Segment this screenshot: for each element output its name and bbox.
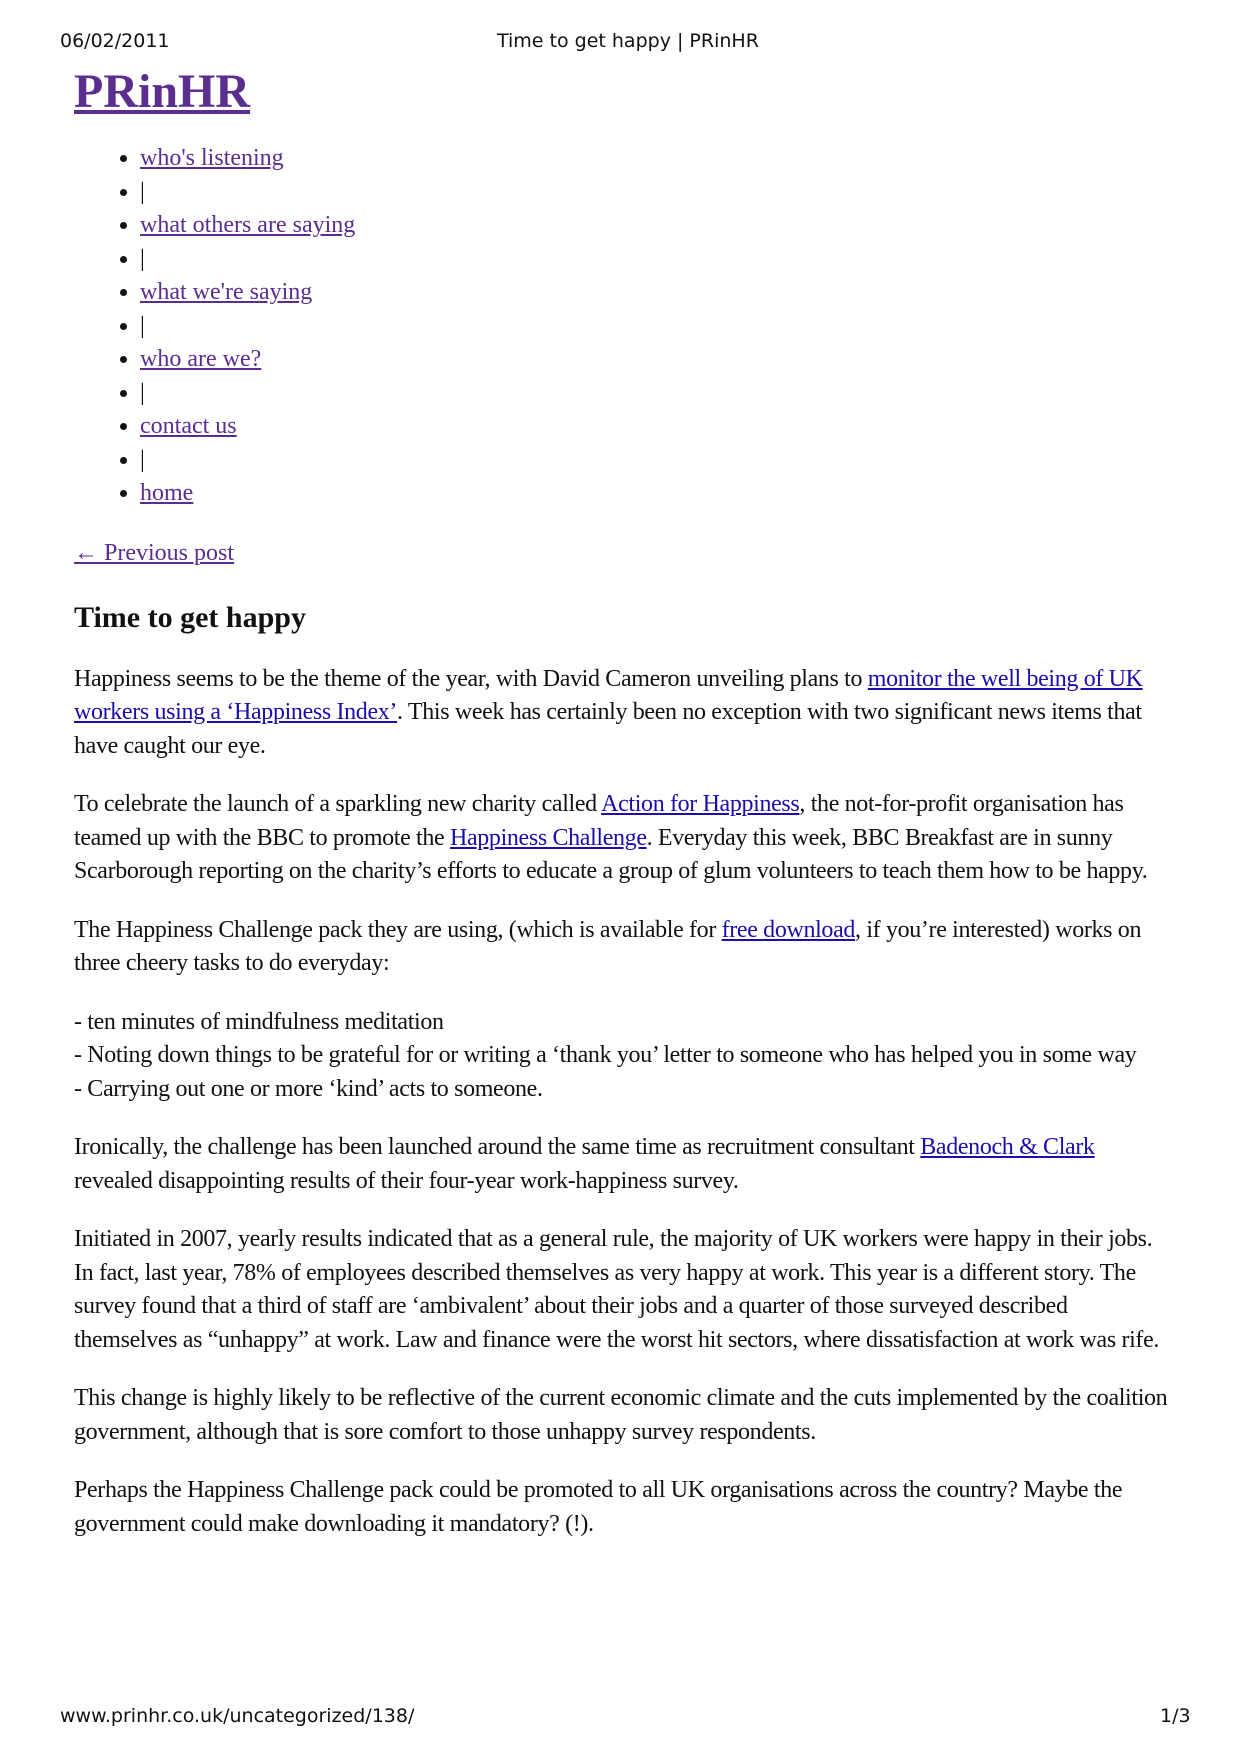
paragraph-text: . Everyday this week, BBC Breakfast are in sunny Scarborough reporting on the charity’s efforts to educate a group of glum volunteers to teach them how to be happy.: [74, 824, 1148, 884]
nav-item: [140, 142, 1174, 176]
paragraph-text: The Happiness Challenge pack they are using, (which is available for: [74, 916, 722, 943]
post-paragraph: [74, 788, 1174, 889]
nav-link-whos-listening[interactable]: who's listening: [140, 145, 284, 171]
post-paragraph: Perhaps the Happiness Challenge pack could be promoted to all UK organisations across the country? Maybe the government could make downloading it mandatory? (!).: [74, 1477, 1123, 1537]
print-url: www.prinhr.co.uk/uncategorized/138/: [60, 1705, 415, 1727]
nav-item: [140, 343, 1174, 377]
site-title-link[interactable]: PRinHR: [74, 65, 251, 118]
nav-separator: [140, 243, 1174, 277]
happiness-index-link[interactable]: monitor the well being of UK workers using a ‘Happiness Index’: [74, 665, 1143, 725]
post-article: [74, 598, 1174, 1542]
nav-separator-text: |: [140, 312, 145, 339]
nav-item: [140, 477, 1174, 511]
nav-separator: [140, 176, 1174, 210]
post-paragraph: [74, 914, 1174, 981]
nav-link-who-are-we[interactable]: who are we?: [140, 346, 262, 372]
paragraph-text: To celebrate the launch of a sparkling new charity called: [74, 791, 602, 817]
free-download-link[interactable]: free download: [721, 916, 856, 943]
print-date: 06/02/2011: [60, 30, 170, 52]
page-content: [74, 58, 1174, 1541]
nav-link-what-others-are-saying[interactable]: what others are saying: [140, 212, 356, 238]
post-title: Time to get happy: [74, 600, 306, 634]
nav-separator-text: |: [140, 379, 145, 406]
nav-separator: [140, 444, 1174, 478]
paragraph-text: , if you’re interested) works on three cheery tasks to do everyday:: [74, 916, 1142, 976]
badenoch-clark-link[interactable]: Badenoch & Clark: [920, 1134, 1095, 1160]
nav-link-home[interactable]: home: [140, 480, 194, 506]
nav-separator: [140, 377, 1174, 411]
paragraph-text: , the not-for-profit organisation has teamed up with the BBC to promote the: [74, 791, 1124, 851]
action-for-happiness-link[interactable]: Action for Happiness: [601, 791, 800, 817]
nav-item: [140, 209, 1174, 243]
nav-separator-text: |: [140, 245, 145, 272]
task-item: - Noting down things to be grateful for or writing a ‘thank you’ letter to someone who has helped you in some way: [74, 1042, 1137, 1068]
post-paragraph: [74, 1131, 1174, 1198]
paragraph-text: . This week has certainly been no exception with two significant news items that have caught our eye.: [74, 699, 1142, 759]
print-page-number: 1/3: [1160, 1705, 1191, 1727]
task-item: - ten minutes of mindfulness meditation: [74, 1008, 444, 1035]
task-item: - Carrying out one or more ‘kind’ acts to someone.: [74, 1075, 543, 1102]
nav-item: [140, 276, 1174, 310]
nav-item: [140, 410, 1174, 444]
nav-separator-text: |: [140, 178, 145, 205]
previous-post-link[interactable]: ← Previous post: [74, 539, 235, 566]
task-list: [74, 1006, 1174, 1107]
paragraph-text: revealed disappointing results of their four-year work-happiness survey.: [74, 1167, 739, 1194]
print-page-title: Time to get happy | PRinHR: [497, 30, 759, 52]
nav-link-what-were-saying[interactable]: what we're saying: [140, 279, 313, 305]
nav-separator: [140, 310, 1174, 344]
paragraph-text: Happiness seems to be the theme of the year, with David Cameron unveiling plans to: [74, 665, 868, 692]
post-paragraph: This change is highly likely to be reflective of the current economic climate and the cuts implemented by the coalition government, although that is sore comfort to those unhappy survey respondents.: [74, 1385, 1168, 1445]
happiness-challenge-link[interactable]: Happiness Challenge: [449, 824, 647, 851]
nav-link-contact-us[interactable]: contact us: [140, 413, 237, 439]
main-nav: [74, 142, 1174, 511]
nav-separator-text: |: [140, 446, 145, 473]
post-paragraph: Initiated in 2007, yearly results indicated that as a general rule, the majority of UK workers were happy in their jobs. In fact, last year, 78% of employees described themselves as very happy at work. This year is a different story. The survey found that a third of staff are ‘ambivalent’ about their jobs and a quarter of those surveyed described themselves as “unhappy” at work. Law and finance were the worst hit sectors, where dissatisfaction at work was rife.: [74, 1226, 1160, 1353]
post-paragraph: [74, 663, 1174, 764]
post-navigation: [74, 536, 1174, 570]
paragraph-text: Ironically, the challenge has been launched around the same time as recruitment consultant: [74, 1134, 921, 1160]
